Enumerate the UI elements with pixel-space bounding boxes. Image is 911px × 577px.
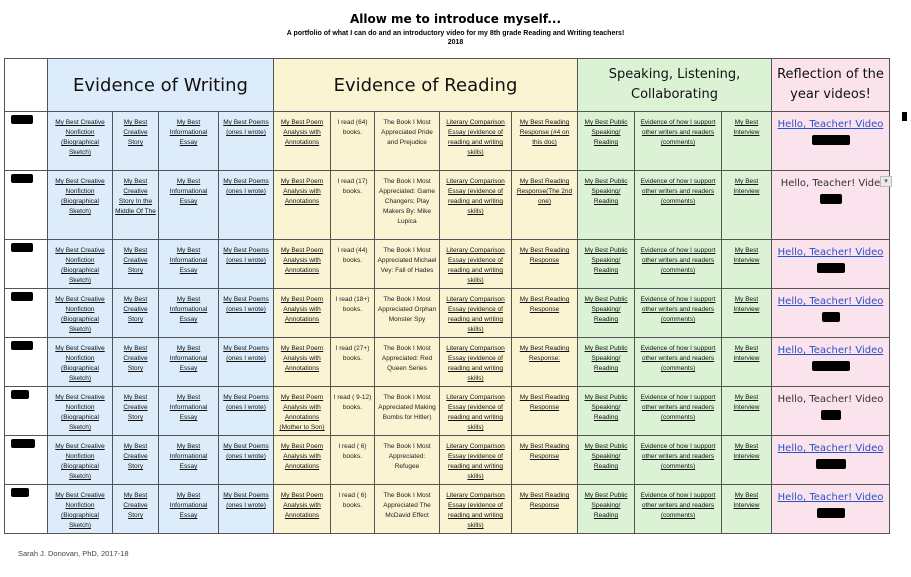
poem-analysis-link-cell <box>274 338 331 387</box>
support-writers-link-cell <box>635 171 722 240</box>
student-name-cell <box>5 436 48 485</box>
support-writers-link-cell <box>635 240 722 289</box>
books-read-text-cell <box>331 171 375 240</box>
support-writers-link[interactable]: Evidence of how I support other writers and readers (comments) <box>640 492 716 519</box>
redacted-video-label <box>772 456 889 474</box>
student-name-cell <box>5 289 48 338</box>
interview-link[interactable]: My Best Interview <box>733 296 760 313</box>
interview-link-cell <box>722 436 772 485</box>
creative-story-link-cell <box>113 338 159 387</box>
creative-story-link-cell <box>113 112 159 171</box>
most-appreciated-book-text-cell <box>375 338 440 387</box>
poems-link-cell <box>219 387 274 436</box>
student-row <box>5 112 890 171</box>
support-writers-link-cell <box>635 436 722 485</box>
informational-essay-link[interactable]: My Best Informational Essay <box>169 119 208 146</box>
creative-story-link[interactable]: My Best Creative Story <box>123 394 148 421</box>
interview-link[interactable]: My Best Interview <box>733 178 760 195</box>
redacted-video-label <box>772 132 889 150</box>
interview-link[interactable]: My Best Interview <box>733 345 760 362</box>
redacted-student-name <box>11 390 29 399</box>
literary-comparison-link[interactable]: Literary Comparison Essay (evidence of reading and writing skills) <box>446 394 505 431</box>
literary-comparison-link[interactable]: Literary Comparison Essay (evidence of reading and writing skills) <box>446 178 505 215</box>
creative-nonfiction-link-cell <box>48 289 113 338</box>
reflection-video-cell <box>772 338 890 387</box>
student-row <box>5 240 890 289</box>
most-appreciated-book-text-cell <box>375 171 440 240</box>
creative-story-link-cell <box>113 485 159 534</box>
creative-story-link[interactable]: My Best Creative Story <box>123 247 148 274</box>
creative-nonfiction-link[interactable]: My Best Creative Nonfiction (Biographical Sketch) <box>55 443 105 480</box>
redacted-video-label <box>772 191 889 209</box>
books-read-text: I read ( 6) books. <box>338 443 367 460</box>
poems-link[interactable]: My Best Poems (ones I wrote) <box>223 296 269 313</box>
student-row <box>5 387 890 436</box>
poem-analysis-link-cell <box>274 289 331 338</box>
most-appreciated-book-text: The Book I Most Appreciated: Game Changers: Play Makers By: Mike Lupica <box>378 178 435 225</box>
most-appreciated-book-text: The Book I Most Appreciated The McDavid Effect <box>383 492 431 519</box>
informational-essay-link-cell <box>159 338 219 387</box>
public-speaking-link[interactable]: My Best Public Speaking/ Reading <box>584 119 628 146</box>
creative-story-link-cell <box>113 289 159 338</box>
support-writers-link[interactable]: Evidence of how I support other writers and readers (comments) <box>640 296 716 323</box>
informational-essay-link[interactable]: My Best Informational Essay <box>169 296 208 323</box>
literary-comparison-link-cell <box>440 485 512 534</box>
redacted-student-name <box>11 439 35 448</box>
creative-nonfiction-link-cell <box>48 171 113 240</box>
informational-essay-link-cell <box>159 387 219 436</box>
informational-essay-link-cell <box>159 485 219 534</box>
scroll-indicator[interactable] <box>902 112 907 121</box>
informational-essay-link-cell <box>159 112 219 171</box>
redacted-student-name <box>11 292 33 301</box>
creative-nonfiction-link[interactable]: My Best Creative Nonfiction (Biographical Sketch) <box>55 247 105 284</box>
literary-comparison-link-cell <box>440 338 512 387</box>
redacted-student-name <box>11 174 33 183</box>
creative-nonfiction-link-cell <box>48 387 113 436</box>
student-name-cell <box>5 387 48 436</box>
reading-response-link[interactable]: My Best Reading Response (#4 on this doc) <box>519 119 570 146</box>
reading-response-link[interactable]: My Best Reading Response: <box>519 345 570 362</box>
redacted-video-label <box>772 505 889 523</box>
creative-nonfiction-link[interactable]: My Best Creative Nonfiction (Biographical Sketch) <box>55 345 105 382</box>
interview-link[interactable]: My Best Interview <box>733 247 760 264</box>
poem-analysis-link-cell <box>274 240 331 289</box>
interview-link-cell <box>722 112 772 171</box>
support-writers-link-cell <box>635 387 722 436</box>
hello-teacher-video-link[interactable]: Hello, Teacher! Video <box>777 492 884 503</box>
interview-link-cell <box>722 171 772 240</box>
hello-teacher-video-link[interactable]: Hello, Teacher! Vide <box>780 178 881 189</box>
interview-link-cell <box>722 387 772 436</box>
reading-response-link[interactable]: My Best Reading Response <box>519 394 570 411</box>
poems-link-cell <box>219 338 274 387</box>
poems-link-cell <box>219 485 274 534</box>
reading-response-link-cell <box>512 338 578 387</box>
support-writers-link[interactable]: Evidence of how I support other writers and readers (comments) <box>640 119 716 146</box>
interview-link-cell <box>722 485 772 534</box>
most-appreciated-book-text: The Book I Most Appreciated Pride and Prejudice <box>381 119 433 146</box>
reading-response-link[interactable]: My Best Reading Response <box>519 247 570 264</box>
creative-story-link[interactable]: My Best Creative Story <box>123 345 148 372</box>
poem-analysis-link[interactable]: My Best Poem Analysis with Annotations <box>280 247 324 274</box>
hello-teacher-video-link[interactable]: Hello, Teacher! Video <box>777 296 884 307</box>
books-read-text-cell <box>331 112 375 171</box>
hello-teacher-video-link[interactable]: Hello, Teacher! Video <box>777 247 884 258</box>
poem-analysis-link-cell <box>274 436 331 485</box>
most-appreciated-book-text: The Book I Most Appreciated Making Bombs for Hitler) <box>378 394 436 421</box>
poem-analysis-link[interactable]: My Best Poem Analysis with Annotations <box>280 345 324 372</box>
reading-response-link[interactable]: My Best Reading Response(The 2nd one) <box>516 178 573 205</box>
poems-link[interactable]: My Best Poems (ones I wrote) <box>223 345 269 362</box>
most-appreciated-book-text-cell <box>375 240 440 289</box>
redaction-block <box>816 459 846 469</box>
creative-story-link[interactable]: My Best Creative Story <box>123 119 148 146</box>
redaction-block <box>822 312 840 322</box>
literary-comparison-link-cell <box>440 240 512 289</box>
redaction-block <box>817 263 845 273</box>
literary-comparison-link-cell <box>440 171 512 240</box>
interview-link[interactable]: My Best Interview <box>733 492 760 509</box>
public-speaking-link-cell <box>578 112 635 171</box>
interview-link[interactable]: My Best Interview <box>733 443 760 460</box>
creative-nonfiction-link[interactable]: My Best Creative Nonfiction (Biographical Sketch) <box>55 394 105 431</box>
literary-comparison-link-cell <box>440 387 512 436</box>
support-writers-link[interactable]: Evidence of how I support other writers and readers (comments) <box>640 443 716 470</box>
poem-analysis-link-cell <box>274 485 331 534</box>
hello-teacher-video-link[interactable]: Hello, Teacher! Video <box>777 394 884 405</box>
informational-essay-link-cell <box>159 436 219 485</box>
poems-link-cell <box>219 112 274 171</box>
redacted-student-name <box>11 243 33 252</box>
speaking-listening-header: Speaking, Listening, Collaborating <box>578 59 772 112</box>
books-read-text-cell <box>331 485 375 534</box>
poems-link-cell <box>219 240 274 289</box>
poem-analysis-link-cell <box>274 112 331 171</box>
public-speaking-link-cell <box>578 485 635 534</box>
public-speaking-link-cell <box>578 171 635 240</box>
reading-response-link-cell <box>512 387 578 436</box>
interview-link-cell <box>722 289 772 338</box>
books-read-text: I read (17) books. <box>337 178 368 195</box>
reflection-video-cell <box>772 485 890 534</box>
literary-comparison-link[interactable]: Literary Comparison Essay (evidence of reading and writing skills) <box>446 443 505 480</box>
hello-teacher-video-link[interactable]: Hello, Teacher! Video <box>777 119 884 130</box>
books-read-text: I read (64) books. <box>337 119 368 136</box>
books-read-text: I read (18+) books. <box>335 296 370 313</box>
poems-link[interactable]: My Best Poems (ones I wrote) <box>223 492 269 509</box>
public-speaking-link[interactable]: My Best Public Speaking/ Reading <box>584 492 628 519</box>
literary-comparison-link-cell <box>440 436 512 485</box>
public-speaking-link-cell <box>578 289 635 338</box>
informational-essay-link[interactable]: My Best Informational Essay <box>169 443 208 470</box>
literary-comparison-link[interactable]: Literary Comparison Essay (evidence of reading and writing skills) <box>446 345 505 382</box>
informational-essay-link[interactable]: My Best Informational Essay <box>169 345 208 372</box>
interview-link-cell <box>722 338 772 387</box>
most-appreciated-book-text: The Book I Most Appreciated: Refugee <box>383 443 431 470</box>
reflection-video-cell <box>772 289 890 338</box>
creative-nonfiction-link[interactable]: My Best Creative Nonfiction (Biographical Sketch) <box>55 178 105 215</box>
creative-nonfiction-link[interactable]: My Best Creative Nonfiction (Biographical Sketch) <box>55 119 105 156</box>
public-speaking-link-cell <box>578 338 635 387</box>
reflection-video-cell <box>772 112 890 171</box>
creative-story-link-cell <box>113 436 159 485</box>
literary-comparison-link[interactable]: Literary Comparison Essay (evidence of reading and writing skills) <box>446 492 505 529</box>
creative-story-link[interactable]: My Best Creative Story <box>123 296 148 323</box>
redacted-student-name <box>11 341 33 350</box>
creative-nonfiction-link-cell <box>48 436 113 485</box>
books-read-text: I read (27+) books. <box>335 345 370 362</box>
reflection-video-cell <box>772 387 890 436</box>
informational-essay-link-cell <box>159 289 219 338</box>
evidence-of-writing-header: Evidence of Writing <box>48 59 274 112</box>
public-speaking-link[interactable]: My Best Public Speaking/ Reading <box>584 247 628 274</box>
creative-nonfiction-link-cell <box>48 240 113 289</box>
poems-link[interactable]: My Best Poems (ones I wrote) <box>223 119 269 136</box>
most-appreciated-book-text-cell <box>375 436 440 485</box>
poems-link-cell <box>219 289 274 338</box>
reading-response-link[interactable]: My Best Reading Response <box>519 296 570 313</box>
literary-comparison-link-cell <box>440 112 512 171</box>
most-appreciated-book-text-cell <box>375 112 440 171</box>
hello-teacher-video-link[interactable]: Hello, Teacher! Video <box>777 443 884 454</box>
support-writers-link-cell <box>635 289 722 338</box>
support-writers-link-cell <box>635 485 722 534</box>
most-appreciated-book-text: The Book I Most Appreciated Michael Vey: Fall of Hades <box>377 247 437 274</box>
student-row <box>5 171 890 240</box>
redacted-video-label <box>772 358 889 376</box>
books-read-text: I read ( 9-12) books. <box>333 394 372 411</box>
poem-analysis-link[interactable]: My Best Poem Analysis with Annotations <box>280 296 324 323</box>
literary-comparison-link[interactable]: Literary Comparison Essay (evidence of reading and writing skills) <box>446 247 505 284</box>
student-row <box>5 289 890 338</box>
redaction-block <box>821 410 841 420</box>
reflection-video-cell <box>772 436 890 485</box>
creative-nonfiction-link[interactable]: My Best Creative Nonfiction (Biographical Sketch) <box>55 296 105 333</box>
public-speaking-link[interactable]: My Best Public Speaking/ Reading <box>584 178 628 205</box>
interview-link-cell <box>722 240 772 289</box>
redaction-block <box>812 135 850 145</box>
public-speaking-link[interactable]: My Best Public Speaking/ Reading <box>584 296 628 323</box>
creative-story-link[interactable]: My Best Creative Story <box>123 492 148 519</box>
books-read-text-cell <box>331 240 375 289</box>
creative-story-link[interactable]: My Best Creative Story In the Middle Of The <box>115 178 156 215</box>
support-writers-link[interactable]: Evidence of how I support other writers and readers (comments) <box>640 345 716 372</box>
reading-response-link-cell <box>512 436 578 485</box>
informational-essay-link[interactable]: My Best Informational Essay <box>169 247 208 274</box>
literary-comparison-link-cell <box>440 289 512 338</box>
poems-link-cell <box>219 171 274 240</box>
informational-essay-link-cell <box>159 240 219 289</box>
reading-response-link-cell <box>512 112 578 171</box>
public-speaking-link[interactable]: My Best Public Speaking/ Reading <box>584 443 628 470</box>
support-writers-link-cell <box>635 112 722 171</box>
student-name-cell <box>5 112 48 171</box>
most-appreciated-book-text: The Book I Most Appreciated Orphan Monster Spy <box>377 296 437 323</box>
most-appreciated-book-text-cell <box>375 387 440 436</box>
poem-analysis-link[interactable]: My Best Poem Analysis with Annotations <box>280 178 324 205</box>
poem-analysis-link[interactable]: My Best Poem Analysis with Annotations (Mother to Son) <box>279 394 325 431</box>
reflection-videos-header: Reflection of the year videos! <box>772 59 890 112</box>
books-read-text-cell <box>331 436 375 485</box>
support-writers-link[interactable]: Evidence of how I support other writers and readers (comments) <box>640 394 716 421</box>
page-title: Allow me to introduce myself... <box>349 12 562 26</box>
redaction-block <box>820 194 842 204</box>
reading-response-link[interactable]: My Best Reading Response <box>519 492 570 509</box>
interview-link[interactable]: My Best Interview <box>733 119 760 136</box>
student-row <box>5 338 890 387</box>
redacted-student-name <box>11 115 33 124</box>
poem-analysis-link[interactable]: My Best Poem Analysis with Annotations <box>280 443 324 470</box>
evidence-of-reading-header: Evidence of Reading <box>274 59 578 112</box>
poems-link[interactable]: My Best Poems (ones I wrote) <box>223 178 269 195</box>
support-writers-link-cell <box>635 338 722 387</box>
interview-link[interactable]: My Best Interview <box>733 394 760 411</box>
informational-essay-link-cell <box>159 171 219 240</box>
student-row <box>5 436 890 485</box>
student-row <box>5 485 890 534</box>
name-header-cell <box>5 59 48 112</box>
redacted-student-name <box>11 488 29 497</box>
page-subtitle: A portfolio of what I can do and an introductory video for my 8th grade Reading and Writing teachers! <box>286 30 625 37</box>
header-row <box>5 59 890 112</box>
portfolio-table <box>4 58 890 534</box>
poems-link[interactable]: My Best Poems (ones I wrote) <box>223 394 269 411</box>
books-read-text: I read (44) books. <box>337 247 368 264</box>
redacted-video-label <box>772 260 889 278</box>
books-read-text-cell <box>331 289 375 338</box>
footer-credit: Sarah J. Donovan, PhD, 2017-18 <box>18 549 129 558</box>
most-appreciated-book-text-cell <box>375 485 440 534</box>
reading-response-link-cell <box>512 240 578 289</box>
redacted-video-label <box>772 407 889 425</box>
most-appreciated-book-text-cell <box>375 289 440 338</box>
books-read-text-cell <box>331 338 375 387</box>
public-speaking-link-cell <box>578 387 635 436</box>
creative-story-link[interactable]: My Best Creative Story <box>123 443 148 470</box>
page-year: 2018 <box>447 39 464 46</box>
poems-link[interactable]: My Best Poems (ones I wrote) <box>223 247 269 264</box>
books-read-text: I read ( 6) books. <box>338 492 367 509</box>
student-name-cell <box>5 171 48 240</box>
poems-link-cell <box>219 436 274 485</box>
poem-analysis-link-cell <box>274 387 331 436</box>
books-read-text-cell <box>331 387 375 436</box>
dropdown-arrow-icon[interactable]: ▾ <box>880 176 892 187</box>
reading-response-link[interactable]: My Best Reading Response <box>519 443 570 460</box>
reading-response-link-cell <box>512 171 578 240</box>
student-name-cell <box>5 338 48 387</box>
creative-nonfiction-link-cell <box>48 112 113 171</box>
informational-essay-link[interactable]: My Best Informational Essay <box>169 394 208 421</box>
redaction-block <box>817 508 845 518</box>
public-speaking-link-cell <box>578 436 635 485</box>
poem-analysis-link[interactable]: My Best Poem Analysis with Annotations <box>280 492 324 519</box>
creative-nonfiction-link-cell <box>48 485 113 534</box>
creative-nonfiction-link[interactable]: My Best Creative Nonfiction (Biographical Sketch) <box>55 492 105 529</box>
poem-analysis-link[interactable]: My Best Poem Analysis with Annotations <box>280 119 324 146</box>
most-appreciated-book-text: The Book I Most Appreciated: Red Queen Series <box>381 345 433 372</box>
student-name-cell <box>5 485 48 534</box>
reading-response-link-cell <box>512 485 578 534</box>
student-name-cell <box>5 240 48 289</box>
reflection-video-cell <box>772 240 890 289</box>
literary-comparison-link[interactable]: Literary Comparison Essay (evidence of reading and writing skills) <box>446 119 505 156</box>
redaction-block <box>812 361 850 371</box>
public-speaking-link-cell <box>578 240 635 289</box>
creative-nonfiction-link-cell <box>48 338 113 387</box>
support-writers-link[interactable]: Evidence of how I support other writers and readers (comments) <box>640 247 716 274</box>
redacted-video-label <box>772 309 889 327</box>
reading-response-link-cell <box>512 289 578 338</box>
creative-story-link-cell <box>113 387 159 436</box>
poems-link[interactable]: My Best Poems (ones I wrote) <box>223 443 269 460</box>
poem-analysis-link-cell <box>274 171 331 240</box>
hello-teacher-video-link[interactable]: Hello, Teacher! Video <box>777 345 884 356</box>
informational-essay-link[interactable]: My Best Informational Essay <box>169 178 208 205</box>
informational-essay-link[interactable]: My Best Informational Essay <box>169 492 208 519</box>
support-writers-link[interactable]: Evidence of how I support other writers and readers (comments) <box>640 178 716 205</box>
public-speaking-link[interactable]: My Best Public Speaking/ Reading <box>584 394 628 421</box>
reflection-video-cell <box>772 171 890 240</box>
public-speaking-link[interactable]: My Best Public Speaking/ Reading <box>584 345 628 372</box>
creative-story-link-cell <box>113 171 159 240</box>
creative-story-link-cell <box>113 240 159 289</box>
literary-comparison-link[interactable]: Literary Comparison Essay (evidence of reading and writing skills) <box>446 296 505 333</box>
